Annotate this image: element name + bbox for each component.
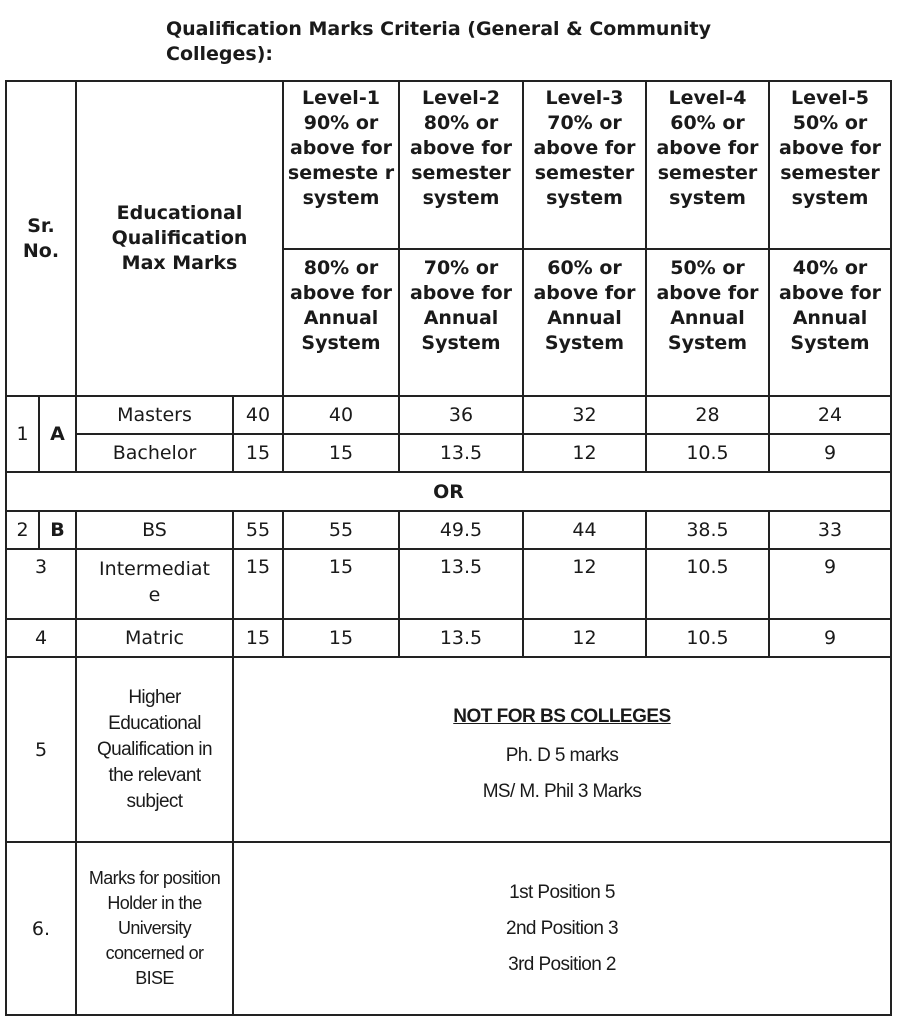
level-5-value: 24	[769, 396, 891, 434]
sr-no-cell: 1	[6, 396, 39, 472]
not-for-bs-colleges-heading: NOT FOR BS COLLEGES	[453, 706, 671, 727]
level-5-value: 9	[769, 434, 891, 472]
position-holder-note	[233, 842, 891, 1015]
level-5-value: 9	[769, 619, 891, 657]
qualification-name: BS	[76, 511, 233, 549]
level-2-semester-header: Level-2 80% or above for semester system	[399, 81, 523, 249]
level-4-value: 10.5	[646, 619, 769, 657]
level-5-value: 33	[769, 511, 891, 549]
third-position-marks: 3rd Position 2	[508, 953, 616, 975]
max-marks: 55	[233, 511, 283, 549]
level-1-value: 15	[283, 619, 399, 657]
level-2-value: 49.5	[399, 511, 523, 549]
qualification-name: Matric	[76, 619, 233, 657]
max-marks: 15	[233, 619, 283, 657]
level-2-value: 13.5	[399, 549, 523, 619]
level-3-value: 12	[523, 434, 646, 472]
level-4-value: 28	[646, 396, 769, 434]
sr-no-header: Sr. No.	[6, 81, 76, 396]
level-5-value: 9	[769, 549, 891, 619]
max-marks: 15	[233, 549, 283, 619]
max-marks: 40	[233, 396, 283, 434]
qualification-name: Masters	[76, 396, 233, 434]
sr-no-cell: 5	[6, 657, 76, 842]
level-2-value: 13.5	[399, 619, 523, 657]
level-3-annual-header: 60% or above for Annual System	[523, 249, 646, 396]
level-3-value: 32	[523, 396, 646, 434]
level-3-semester-header: Level-3 70% or above for semester system	[523, 81, 646, 249]
level-2-value: 36	[399, 396, 523, 434]
qualification-name: Bachelor	[76, 434, 233, 472]
table-row-position-holder	[6, 842, 891, 1015]
level-1-value: 55	[283, 511, 399, 549]
qualification-name: Marks for position Holder in the University concerned or BISE	[76, 842, 233, 1015]
level-3-value: 12	[523, 549, 646, 619]
table-row-matric	[6, 619, 891, 657]
level-1-value: 15	[283, 434, 399, 472]
level-5-semester-header: Level-5 50% or above for semester system	[769, 81, 891, 249]
level-1-value: 15	[283, 549, 399, 619]
max-marks: 15	[233, 434, 283, 472]
level-3-value: 44	[523, 511, 646, 549]
level-4-value: 38.5	[646, 511, 769, 549]
sr-no-cell: 3	[6, 549, 76, 619]
table-row-masters	[6, 396, 891, 434]
sr-no-cell: 2	[6, 511, 39, 549]
sr-no-cell: 6.	[6, 842, 76, 1015]
phd-marks: Ph. D 5 marks	[505, 745, 619, 766]
level-4-semester-header: Level-4 60% or above for semester system	[646, 81, 769, 249]
level-1-semester-header: Level-1 90% or above for semeste r system	[283, 81, 399, 249]
group-label-cell: A	[39, 396, 76, 472]
table-row-intermediate	[6, 549, 891, 619]
qualification-header: Educational Qualification Max Marks	[76, 81, 283, 396]
level-4-annual-header: 50% or above for Annual System	[646, 249, 769, 396]
mphil-marks: MS/ M. Phil 3 Marks	[482, 781, 642, 802]
level-5-annual-header: 40% or above for Annual System	[769, 249, 891, 396]
level-4-value: 10.5	[646, 549, 769, 619]
group-label-cell: B	[39, 511, 76, 549]
table-row-higher-qualification	[6, 657, 891, 842]
or-divider: OR	[6, 472, 891, 511]
table-row-or	[6, 472, 891, 511]
level-2-value: 13.5	[399, 434, 523, 472]
first-position-marks: 1st Position 5	[509, 881, 615, 903]
level-1-annual-header: 80% or above for Annual System	[283, 249, 399, 396]
qualification-name: Intermediat e	[76, 549, 233, 619]
second-position-marks: 2nd Position 3	[505, 917, 619, 939]
table-row-bachelor	[6, 434, 891, 472]
sr-no-cell: 4	[6, 619, 76, 657]
qualification-marks-table	[5, 80, 892, 1016]
level-4-value: 10.5	[646, 434, 769, 472]
qualification-name: Higher Educational Qualification in the relevant subject	[76, 657, 233, 842]
higher-qualification-note	[233, 657, 891, 842]
level-3-value: 12	[523, 619, 646, 657]
page-title: Qualification Marks Criteria (General & Community Colleges):	[166, 18, 711, 65]
level-2-annual-header: 70% or above for Annual System	[399, 249, 523, 396]
level-1-value: 40	[283, 396, 399, 434]
table-row-bs	[6, 511, 891, 549]
